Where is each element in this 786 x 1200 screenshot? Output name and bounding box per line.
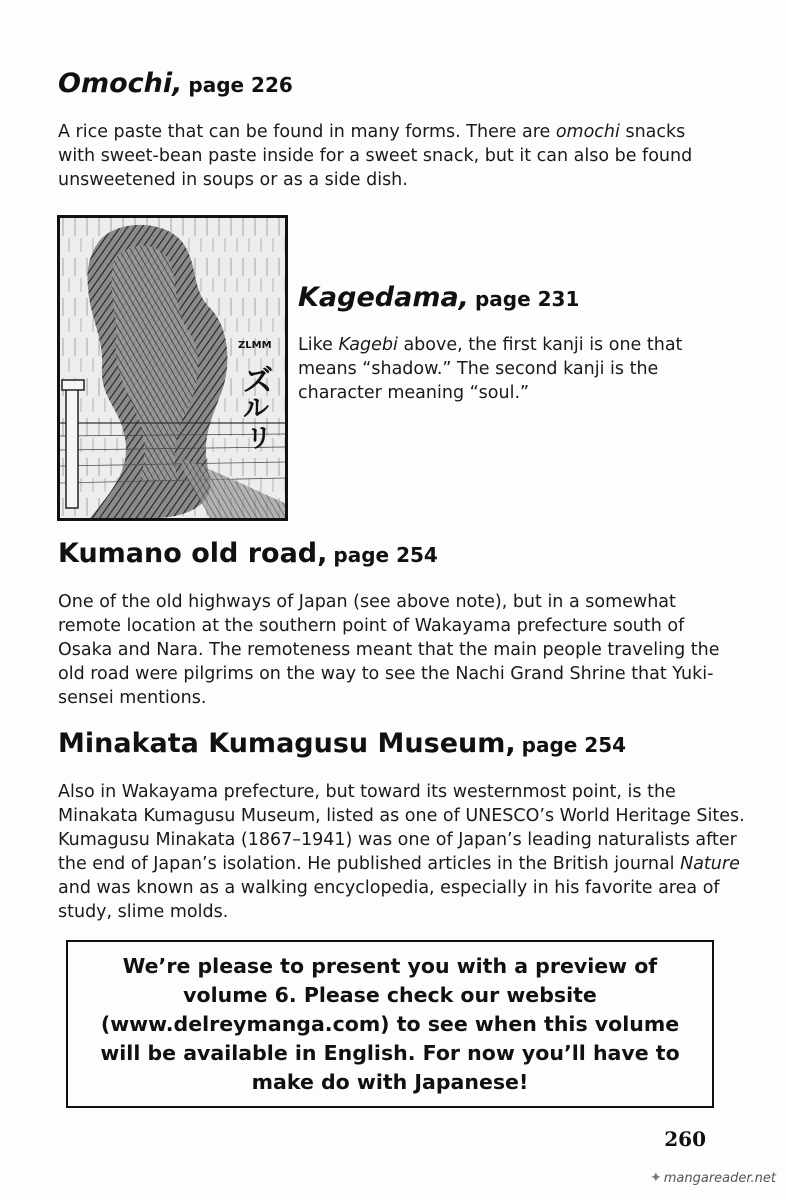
watermark-logo-icon: ✦ (650, 1170, 662, 1186)
omochi-page-ref: page 226 (188, 73, 293, 97)
watermark-text: mangareader.net (663, 1170, 776, 1186)
kumano-heading (58, 538, 438, 569)
minakata-text-em: Nature (680, 854, 740, 874)
preview-notice-text: We’re please to present you with a preview of volume 6. Please check our website (www.delreymanga.com) to see when this volume will be available in English. For now you’ll have to make do with Japanese! (100, 953, 680, 1094)
omochi-term: Omochi, (58, 68, 183, 99)
kumano-page-ref: page 254 (333, 543, 438, 567)
sfx-glyph-3: リ (246, 424, 273, 454)
omochi-text-2: snacks with sweet-bean paste inside for a sweet snack, but it can also be found unsweetened in soups or as a side dish. (58, 122, 693, 190)
minakata-heading (58, 728, 626, 759)
minakata-text-2: and was known as a walking encyclopedia, especially in his favorite area of study, slime molds. (58, 878, 720, 922)
omochi-description (58, 120, 698, 192)
kagedama-term: Kagedama, (298, 282, 469, 313)
kumano-description: One of the old highways of Japan (see above note), but in a somewhat remote location at the southern point of Wakayama prefecture south of Osaka and Nara. The remoteness meant that the main people traveling the old road were pilgrims on the way to see the Nachi Grand Shrine that Yuki-sensei mentions. (58, 592, 720, 708)
minakata-page-ref: page 254 (521, 733, 627, 757)
kagedama-description (298, 333, 718, 405)
minakata-text-1: Also in Wakayama prefecture, but toward its westernmost point, is the Minakata Kumagusu Museum, listed as one of UNESCO’s World Heritage Sites. Kumagusu Minakata (1867–1941) was one of Japan’s leading naturalists after the end of Japan’s isolation. He published articles in the British journal (58, 782, 745, 874)
kumano-term: Kumano old road, (58, 538, 328, 569)
minakata-term: Minakata Kumagusu Museum, (58, 728, 516, 759)
omochi-text-1: A rice paste that can be found in many forms. There are (58, 122, 556, 142)
kagedama-manga-panel (57, 215, 288, 521)
sfx-glyph-2: ル (243, 394, 270, 424)
watermark (650, 1170, 776, 1186)
kagedama-text-em: Kagebi (338, 335, 398, 355)
kagedama-heading (298, 282, 579, 313)
omochi-text-em: omochi (555, 122, 620, 142)
sfx-label: ZLMM (238, 340, 272, 351)
kagedama-text-1: Like (298, 335, 339, 355)
minakata-description (58, 780, 748, 924)
kagedama-text-2: above, the first kanji is one that means “shadow.” The second kanji is the character meaning “soul.” (298, 335, 683, 403)
page-number: 260 (664, 1127, 706, 1151)
omochi-heading (58, 68, 293, 99)
preview-notice-box (66, 940, 714, 1108)
kagedama-page-ref: page 231 (474, 287, 580, 311)
sfx-glyph-1: ズ (243, 364, 273, 399)
